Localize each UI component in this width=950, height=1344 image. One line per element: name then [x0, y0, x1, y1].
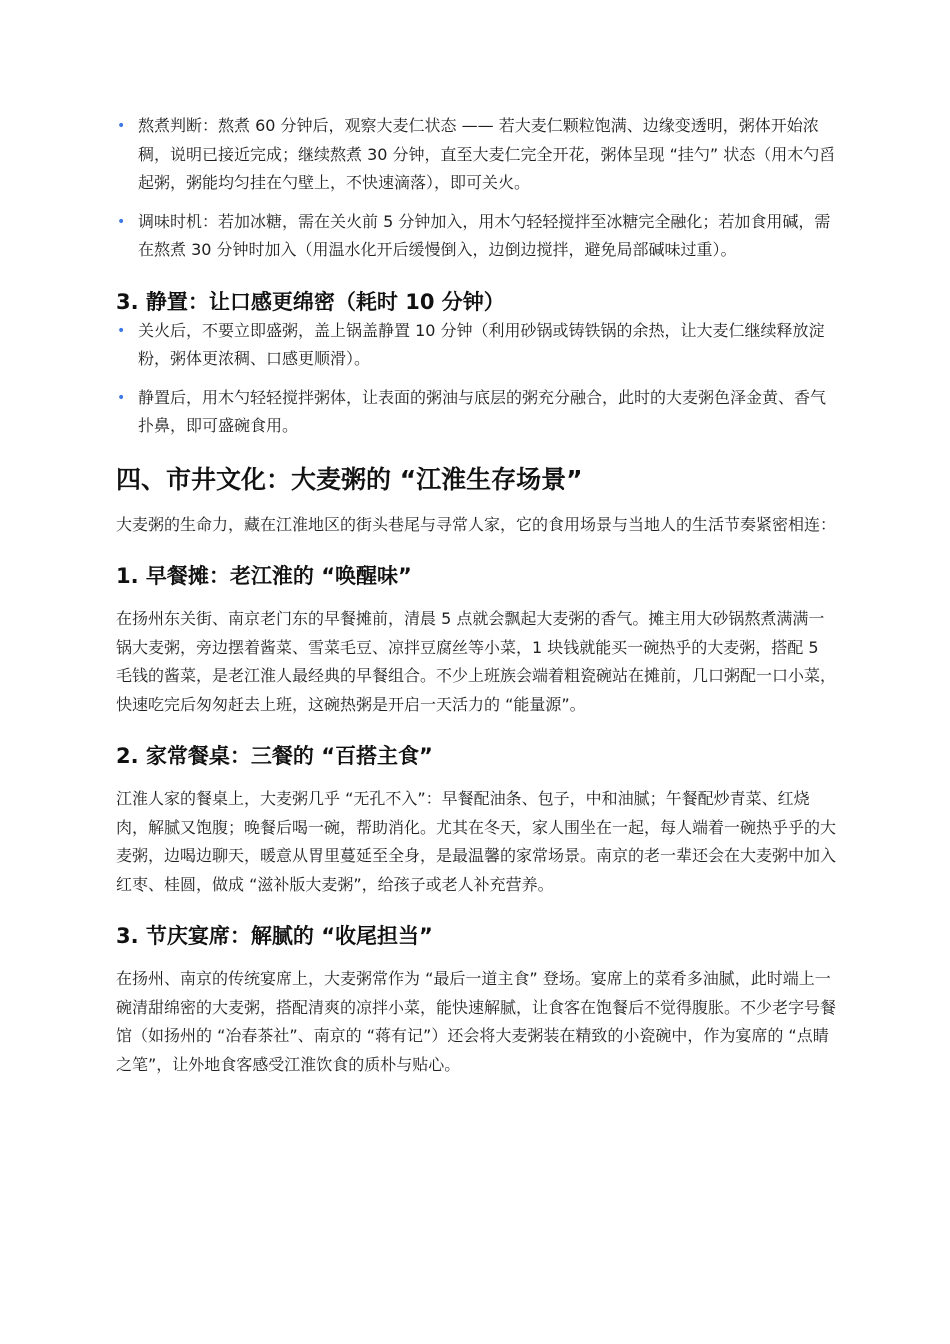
document-page	[116, 112, 838, 1079]
section4-heading: 四、市井文化：大麦粥的 “江淮生存场景”	[116, 464, 583, 494]
bullet-icon: •	[117, 118, 126, 134]
list-item-text: 熬煮判断：熬煮 60 分钟后，观察大麦仁状态 —— 若大麦仁颗粒饱满、边缘变透明，粥体开始浓稠，说明已接近完成；继续熬煮 30 分钟，直至大麦仁完全开花，粥体呈现 “挂勺” 状态（用木勺舀起粥，粥能均匀挂在勺壁上，不快速滴落），即可关火。	[138, 116, 836, 192]
sub1-paragraph: 在扬州东关街、南京老门东的早餐摊前，清晨 5 点就会飘起大麦粥的香气。摊主用大砂锅熬煮满满一锅大麦粥，旁边摆着酱菜、雪菜毛豆、凉拌豆腐丝等小菜，1 块钱就能买一碗热乎的大麦粥，搭配 5 毛钱的酱菜，是老江淮人最经典的早餐组合。不少上班族会端着粗瓷碗站在摊前，几口粥配一口小菜，快速吃完后匆匆赶去上班，这碗热粥是开启一天活力的 “能量源”。	[116, 609, 837, 714]
bullet-icon: •	[117, 389, 126, 406]
bullet-icon: •	[117, 213, 126, 230]
list-item	[116, 317, 838, 374]
sub2-paragraph: 江淮人家的餐桌上，大麦粥几乎 “无孔不入”：早餐配油条、包子，中和油腻；午餐配炒青菜、红烧肉，解腻又饱腹；晚餐后喝一碗，帮助消化。尤其在冬天，家人围坐在一起，每人端着一碗热乎乎的大麦粥，边喝边聊天，暖意从胃里蔓延至全身，是最温馨的家常场景。南京的老一辈还会在大麦粥中加入红枣、桂圆，做成 “滋补版大麦粥”，给孩子或老人补充营养。	[116, 789, 837, 894]
bullet-icon: •	[117, 322, 126, 339]
sub3-paragraph: 在扬州、南京的传统宴席上，大麦粥常作为 “最后一道主食” 登场。宴席上的菜肴多油腻，此时端上一碗清甜绵密的大麦粥，搭配清爽的凉拌小菜，能快速解腻，让食客在饱餐后不觉得腹胀。不少老字号餐馆（如扬州的 “冶春茶社”、南京的 “蒋有记”）还会将大麦粥装在精致的小瓷碗中，作为宴席的 “点睛之笔”，让外地食客感受江淮饮食的质朴与贴心。	[116, 969, 837, 1074]
step3-heading: 3. 静置：让口感更绵密（耗时 10 分钟）	[116, 289, 505, 314]
list-item-text: 调味时机：若加冰糖，需在关火前 5 分钟加入，用木勺轻轻搅拌至冰糖完全融化；若加食用碱，需在熬煮 30 分钟时加入（用温水化开后缓慢倒入，边倒边搅拌，避免局部碱味过重）。	[138, 211, 831, 259]
list-item	[116, 208, 838, 265]
sub1-heading: 1. 早餐摊：老江淮的 “唤醒味”	[116, 564, 412, 588]
sub2-heading: 2. 家常餐桌：三餐的 “百搭主食”	[116, 744, 433, 768]
list-item-text: 关火后，不要立即盛粥，盖上锅盖静置 10 分钟（利用砂锅或铸铁锅的余热，让大麦仁继续释放淀粉，粥体更浓稠、口感更顺滑）。	[138, 320, 825, 368]
list-item	[116, 384, 838, 441]
list-item-text: 静置后，用木勺轻轻搅拌粥体，让表面的粥油与底层的粥充分融合，此时的大麦粥色泽金黄、香气扑鼻，即可盛碗食用。	[138, 387, 827, 435]
sub3-heading: 3. 节庆宴席：解腻的 “收尾担当”	[116, 924, 433, 948]
section4-intro: 大麦粥的生命力，藏在江淮地区的街头巷尾与寻常人家，它的食用场景与当地人的生活节奏紧密相连：	[116, 514, 837, 534]
list-item	[116, 112, 838, 198]
step3-list	[116, 317, 838, 441]
cooking-tips-list	[116, 112, 838, 265]
